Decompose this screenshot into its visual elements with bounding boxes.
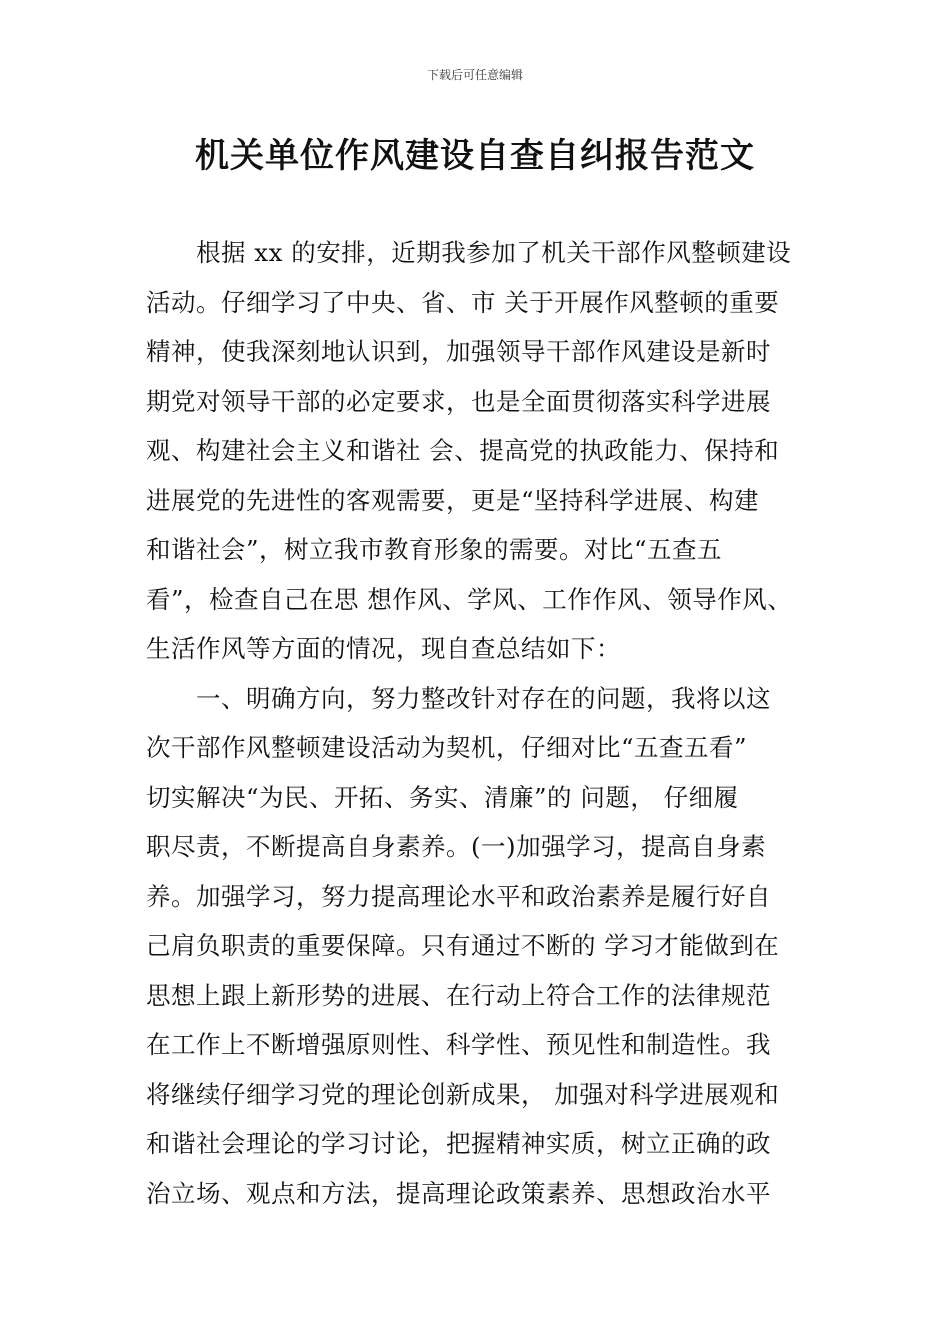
body-line: 切实解决“为民、开拓、务实、清廉”的 问题， 仔细履	[146, 782, 739, 812]
document-body	[146, 228, 826, 1218]
body-line: 精神，使我深刻地认识到，加强领导干部作风建设是新时	[146, 337, 771, 366]
body-line: 在工作上不断增强原则性、科学性、预见性和制造性。我	[146, 1030, 771, 1059]
body-line: 生活作风等方面的情况，现自查总结如下：	[146, 634, 621, 663]
body-line: 期党对领导干部的必定要求，也是全面贯彻落实科学进展	[146, 386, 771, 416]
body-line: 观、构建社会主义和谐社 会、提高党的执政能力、保持和	[146, 436, 780, 465]
body-line: 看”，检查自己在思 想作风、学风、工作作风、领导作风、	[146, 584, 793, 614]
body-line: 和谐社会理论的学习讨论，把握精神实质，树立正确的政	[146, 1129, 771, 1158]
body-line: 养。加强学习，努力提高理论水平和政治素养是履行好自	[146, 881, 771, 911]
document-title: 机关单位作风建设自查自纠报告范文	[195, 136, 755, 176]
body-line: 次干部作风整顿建设活动为契机，仔细对比“五查五看”	[146, 733, 748, 762]
body-line: 治立场、观点和方法，提高理论政策素养、思想政治水平	[146, 1178, 771, 1208]
body-line: 活动。仔细学习了中央、省、市 关于开展作风整顿的重要	[146, 287, 780, 317]
header-note: 下载后可任意编辑	[426, 68, 523, 82]
body-line: 思想上跟上新形势的进展、在行动上符合工作的法律规范	[146, 980, 771, 1010]
body-line: 己肩负职责的重要保障。只有通过不断的 学习才能做到在	[146, 931, 780, 960]
body-line: 根据 xx 的安排，近期我参加了机关干部作风整顿建设	[146, 238, 792, 267]
body-line: 进展党的先进性的客观需要，更是“坚持科学进展、构建	[146, 485, 760, 515]
body-line: 职尽责，不断提高自身素养。(一)加强学习，提高自身素	[146, 832, 767, 861]
body-line: 将继续仔细学习党的理论创新成果， 加强对科学进展观和	[146, 1079, 780, 1109]
body-line: 一、明确方向，努力整改针对存在的问题，我将以这	[146, 683, 771, 713]
body-line: 和谐社会”，树立我市教育形象的需要。对比“五查五	[146, 535, 723, 564]
